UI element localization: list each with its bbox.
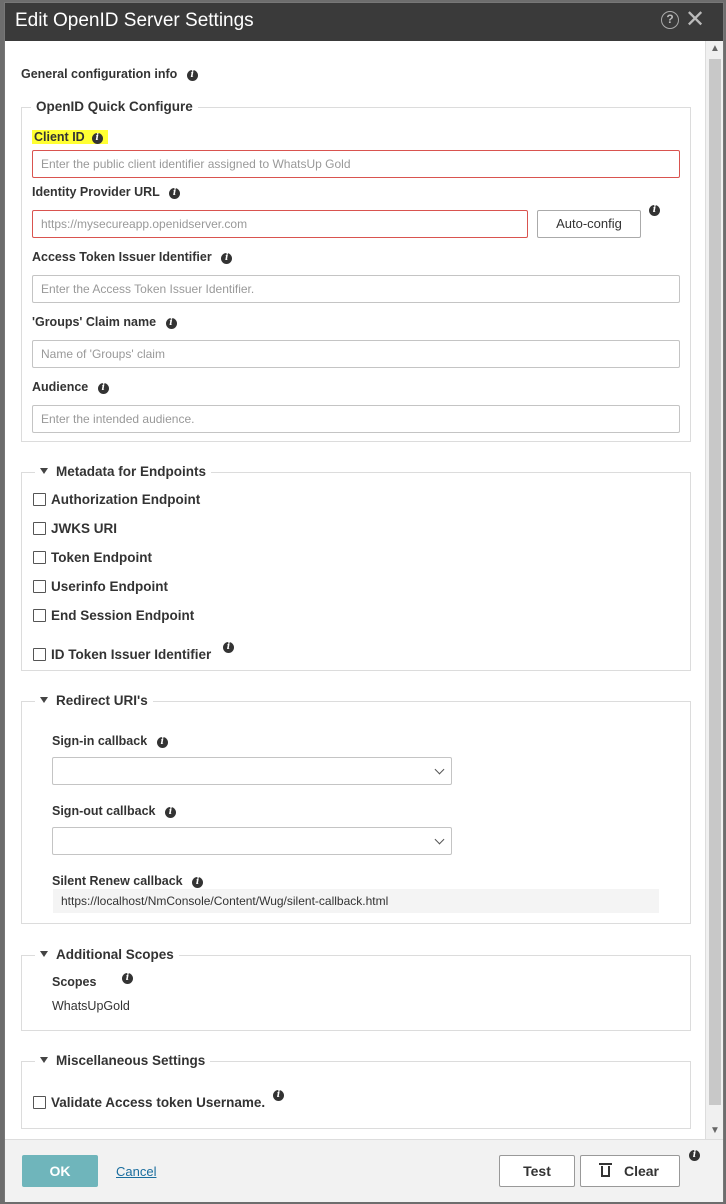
identity-provider-url-text: Identity Provider URL <box>32 185 160 199</box>
silent-renew-callback-value: https://localhost/NmConsole/Content/Wug/silent-callback.html <box>53 889 659 913</box>
access-token-issuer-text: Access Token Issuer Identifier <box>32 250 212 264</box>
end-session-endpoint-checkbox[interactable] <box>33 609 46 622</box>
sign-out-callback-text: Sign-out callback <box>52 804 156 818</box>
clear-button[interactable] <box>580 1155 680 1187</box>
chevron-down-icon <box>435 835 445 845</box>
identity-provider-url-input[interactable]: https://mysecureapp.openidserver.com <box>32 210 528 238</box>
jwks-uri-checkbox[interactable] <box>33 522 46 535</box>
info-icon[interactable]: i <box>689 1150 700 1161</box>
misc-legend-text: Miscellaneous Settings <box>56 1053 206 1068</box>
info-icon[interactable]: i <box>157 737 168 748</box>
chevron-down-icon <box>435 765 445 775</box>
general-config-label <box>21 67 198 81</box>
misc-legend[interactable] <box>35 1053 210 1068</box>
authorization-endpoint-checkbox[interactable] <box>33 493 46 506</box>
dialog-title: Edit OpenID Server Settings <box>15 10 254 31</box>
cancel-link[interactable]: Cancel <box>116 1164 157 1179</box>
sign-in-callback-select[interactable] <box>52 757 452 785</box>
metadata-legend-text: Metadata for Endpoints <box>56 464 207 479</box>
info-icon[interactable]: i <box>166 318 177 329</box>
client-id-text: Client ID <box>34 130 85 144</box>
sign-in-callback-label <box>52 734 168 748</box>
scopes-legend[interactable] <box>35 947 179 962</box>
info-icon[interactable]: i <box>187 70 198 81</box>
info-icon[interactable]: i <box>221 253 232 264</box>
clear-button-label: Clear <box>623 1163 660 1179</box>
id-token-issuer-label: ID Token Issuer Identifier <box>51 647 212 662</box>
ok-button[interactable]: OK <box>22 1155 98 1187</box>
quick-configure-legend: OpenID Quick Configure <box>31 99 198 114</box>
silent-renew-callback-text: Silent Renew callback <box>52 874 183 888</box>
access-token-issuer-label <box>32 250 232 264</box>
dialog-titlebar <box>5 3 723 41</box>
dialog-content <box>5 41 703 1139</box>
vertical-scrollbar[interactable] <box>705 41 723 1139</box>
info-icon[interactable]: i <box>165 807 176 818</box>
redirect-legend-text: Redirect URI's <box>56 693 148 708</box>
collapse-triangle-icon[interactable] <box>40 1057 48 1063</box>
groups-claim-label <box>32 315 177 329</box>
audience-text: Audience <box>32 380 89 394</box>
sign-out-callback-select[interactable] <box>52 827 452 855</box>
metadata-legend[interactable] <box>35 464 211 479</box>
sign-out-callback-label <box>52 804 176 818</box>
info-icon[interactable]: i <box>223 642 234 653</box>
scroll-up-icon[interactable]: ▲ <box>710 43 720 54</box>
userinfo-endpoint-checkbox[interactable] <box>33 580 46 593</box>
help-icon[interactable]: ? <box>661 11 679 29</box>
audience-label <box>32 380 109 394</box>
info-icon[interactable]: i <box>169 188 180 199</box>
sign-in-callback-text: Sign-in callback <box>52 734 148 748</box>
openid-settings-dialog <box>4 2 724 1202</box>
client-id-label <box>32 130 108 144</box>
trash-icon <box>601 1166 610 1177</box>
audience-input[interactable]: Enter the intended audience. <box>32 405 680 433</box>
identity-provider-url-label <box>32 185 180 199</box>
info-icon[interactable]: i <box>92 133 103 144</box>
groups-claim-text: 'Groups' Claim name <box>32 315 157 329</box>
redirect-legend[interactable] <box>35 693 153 708</box>
scopes-legend-text: Additional Scopes <box>56 947 174 962</box>
id-token-issuer-checkbox[interactable] <box>33 648 46 661</box>
scroll-down-icon[interactable]: ▼ <box>710 1125 720 1136</box>
scopes-value: WhatsUpGold <box>52 999 130 1013</box>
scopes-fieldset <box>21 955 691 1031</box>
auto-config-button[interactable]: Auto-config <box>537 210 641 238</box>
groups-claim-input[interactable]: Name of 'Groups' claim <box>32 340 680 368</box>
close-icon[interactable]: ✕ <box>685 6 706 33</box>
userinfo-endpoint-label: Userinfo Endpoint <box>51 579 168 594</box>
collapse-triangle-icon[interactable] <box>40 697 48 703</box>
authorization-endpoint-label: Authorization Endpoint <box>51 492 201 507</box>
general-config-text: General configuration info <box>21 67 178 81</box>
info-icon[interactable]: i <box>192 877 203 888</box>
client-id-input[interactable]: Enter the public client identifier assigned to WhatsUp Gold <box>32 150 680 178</box>
token-endpoint-checkbox[interactable] <box>33 551 46 564</box>
end-session-endpoint-label: End Session Endpoint <box>51 608 195 623</box>
info-icon[interactable]: i <box>122 973 133 984</box>
test-button[interactable]: Test <box>499 1155 575 1187</box>
validate-username-label: Validate Access token Username. <box>51 1095 266 1110</box>
info-icon[interactable]: i <box>98 383 109 394</box>
jwks-uri-label: JWKS URI <box>51 521 118 536</box>
silent-renew-callback-label <box>52 874 203 888</box>
collapse-triangle-icon[interactable] <box>40 951 48 957</box>
collapse-triangle-icon[interactable] <box>40 468 48 474</box>
info-icon[interactable]: i <box>649 205 660 216</box>
token-endpoint-label: Token Endpoint <box>51 550 152 565</box>
dialog-footer <box>5 1139 723 1202</box>
scrollbar-thumb[interactable] <box>709 59 721 1105</box>
access-token-issuer-input[interactable]: Enter the Access Token Issuer Identifier. <box>32 275 680 303</box>
validate-username-checkbox[interactable] <box>33 1096 46 1109</box>
info-icon[interactable]: i <box>273 1090 284 1101</box>
scopes-label: Scopes <box>52 975 97 989</box>
